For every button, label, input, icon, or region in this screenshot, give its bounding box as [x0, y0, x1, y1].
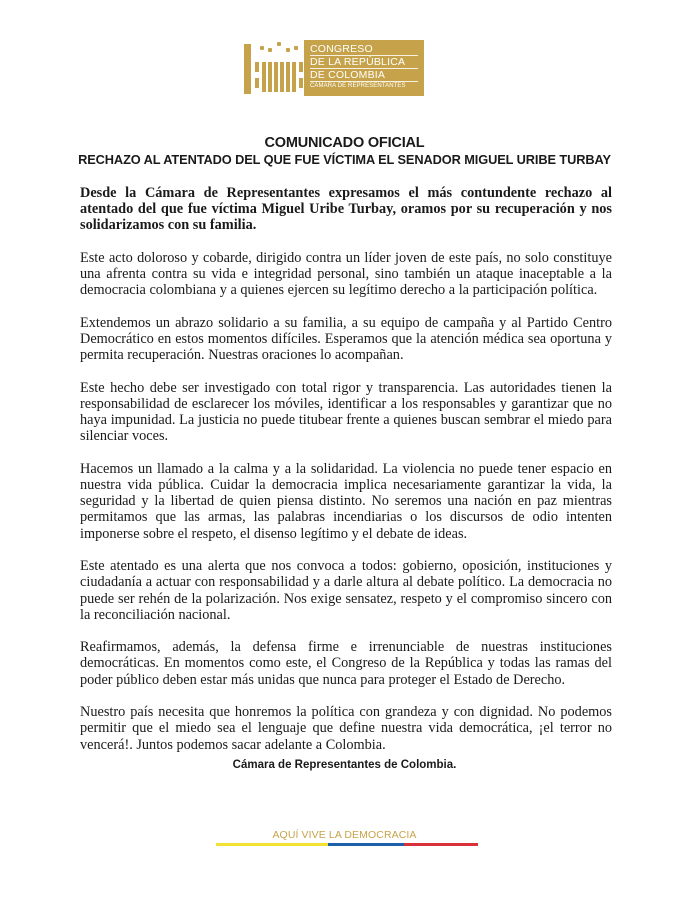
lead-paragraph: Desde la Cámara de Representantes expresamos el más contundente rechazo al atentado del que fue víctima Miguel Uribe Turbay, oramos por su recuperación y nos solidarizamos con su familia. [80, 185, 612, 234]
document-body [80, 185, 612, 769]
body-paragraph: Este acto doloroso y cobarde, dirigido contra un líder joven de este país, no solo constituye una afrenta contra su vida e integridad personal, sino también un ataque inaceptable a la democracia colombiana y a quienes ejercen su legítimo derecho a la participación política. [80, 249, 612, 299]
body-paragraph: Hacemos un llamado a la calma y a la solidaridad. La violencia no puede tener espacio en nuestra vida pública. Cuidar la democracia implica necesariamente garantizar la vida, la seguridad y la libertad de quien piensa distinto. No seremos una nación en paz mientras permitamos que las armas, las palabras incendiarias o los discursos de odio intenten imponerse sobre el respeto, el disenso legítimo y el debate de ideas. [80, 460, 612, 542]
capitol-emblem-icon [242, 40, 304, 96]
body-paragraph: Este hecho debe ser investigado con total rigor y transparencia. Las autoridades tienen la responsabilidad de esclarecer los móviles, identificar a los responsables y garantizar que no haya impunidad. La justicia no puede titubear frente a quienes buscan sembrar el miedo para silenciar voces. [80, 379, 612, 445]
document-subtitle: RECHAZO AL ATENTADO DEL QUE FUE VÍCTIMA EL SENADOR MIGUEL URIBE TURBAY [78, 152, 611, 167]
logo-line: CÁMARA DE REPRESENTANTES [310, 83, 406, 89]
flag-blue [328, 843, 404, 846]
flag-yellow [216, 843, 328, 846]
slogan: AQUÍ VIVE LA DEMOCRACIA [272, 829, 417, 841]
flag-red [404, 843, 478, 846]
body-paragraph: Extendemos un abrazo solidario a su familia, a su equipo de campaña y al Partido Centro Democrático en estos momentos difíciles. Esperamos que la atención médica sea oportuna y permita recuperación. Nuestras oraciones lo acompañan. [80, 314, 612, 364]
logo-line: CONGRESO [310, 43, 418, 56]
logo-line: DE LA REPÚBLICA [310, 56, 418, 69]
logo-line: DE COLOMBIA [310, 69, 418, 82]
flag-color-bar [216, 843, 478, 846]
body-paragraph: Reafirmamos, además, la defensa firme e irrenunciable de nuestras instituciones democráticas. En momentos como este, el Congreso de la República y todas las ramas del poder público deben estar más unidas que nunca para proteger el Estado de Derecho. [80, 639, 612, 688]
congress-logo [242, 40, 424, 96]
body-paragraph: Este atentado es una alerta que nos convoca a todos: gobierno, oposición, instituciones y ciudadanía a actuar con responsabilidad y a darle altura al debate político. La democracia no puede ser rehén de la polarización. Nos exige sensatez, respeto y el compromiso sincero con la reconciliación nacional. [80, 558, 612, 623]
logo-text-box [304, 40, 424, 96]
signature: Cámara de Representantes de Colombia. [232, 759, 457, 771]
document-title: COMUNICADO OFICIAL [264, 135, 425, 151]
body-paragraph: Nuestro país necesita que honremos la política con grandeza y con dignidad. No podemos permitir que el miedo sea el lenguaje que define nuestra vida democrática, ¡el terror no vencerá!. Juntos podemos sacar adelante a Colombia. [80, 704, 612, 753]
